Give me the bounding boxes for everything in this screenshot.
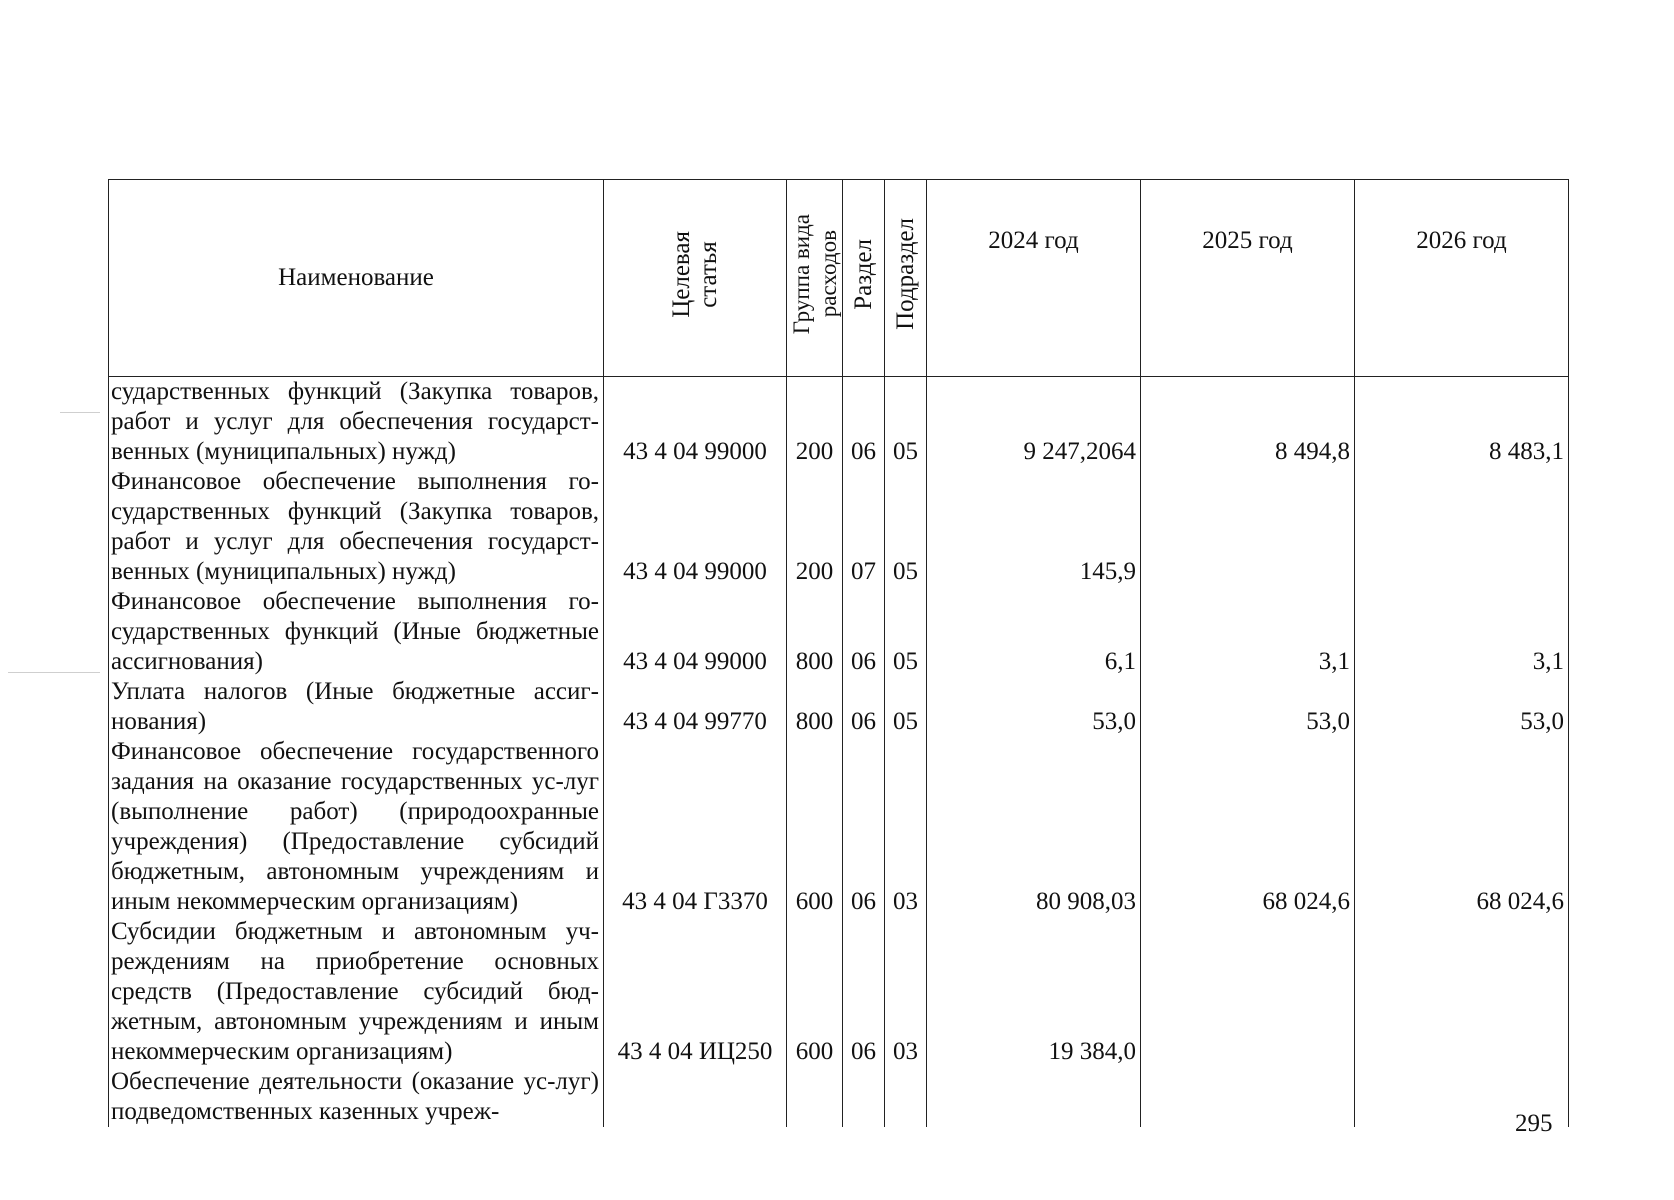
row-name: сударственных функций (Закупка товаров, работ и услуг для обеспечения государст-венных (муниципальных) нужд) (109, 377, 604, 468)
row-value-2026: 8 483,1 (1355, 377, 1569, 468)
row-value-2026 (1355, 467, 1569, 587)
table-row (109, 1067, 1569, 1127)
row-expense-group (787, 1067, 843, 1127)
header-year-2024: 2024 год (927, 180, 1141, 377)
header-target-article: Целевая статья (604, 180, 787, 377)
table-row (109, 737, 1569, 917)
row-value-2025 (1141, 917, 1355, 1067)
row-name: Финансовое обеспечение выполнения го-сударственных функций (Иные бюджетные ассигнования) (109, 587, 604, 677)
row-target-article: 43 4 04 Г3370 (604, 737, 787, 917)
row-target-article (604, 1067, 787, 1127)
row-value-2024: 80 908,03 (927, 737, 1141, 917)
row-subsection: 03 (885, 737, 927, 917)
row-name: Финансовое обеспечение государственного задания на оказание государственных ус-луг (выполнение работ) (природоохранные учреждения) (Предоставление субсидий бюджетным, автономным учреждениям и иным некоммерческим организациям) (109, 737, 604, 917)
row-value-2024: 53,0 (927, 677, 1141, 737)
row-subsection: 05 (885, 677, 927, 737)
row-value-2025 (1141, 1067, 1355, 1127)
row-name: Субсидии бюджетным и автономным уч-реждениям на приобретение основных средств (Предоставление субсидий бюд-жетным, автономным учреждениям и иным некоммерческим организациям) (109, 917, 604, 1067)
header-subsection: Подраздел (885, 180, 927, 377)
row-value-2026 (1355, 917, 1569, 1067)
row-target-article: 43 4 04 99000 (604, 377, 787, 468)
row-target-article: 43 4 04 ИЦ250 (604, 917, 787, 1067)
row-subsection: 05 (885, 587, 927, 677)
table-row (109, 677, 1569, 737)
header-name: Наименование (109, 180, 604, 377)
header-section: Раздел (843, 180, 885, 377)
page-number: 295 (1515, 1110, 1553, 1137)
row-section: 07 (843, 467, 885, 587)
row-section: 06 (843, 587, 885, 677)
row-value-2025: 3,1 (1141, 587, 1355, 677)
row-name: Финансовое обеспечение выполнения го-сударственных функций (Закупка товаров, работ и услуг для обеспечения государст-венных (муниципальных) нужд) (109, 467, 604, 587)
row-subsection: 05 (885, 377, 927, 468)
row-expense-group: 200 (787, 467, 843, 587)
scan-artifact-line (8, 672, 100, 673)
row-section: 06 (843, 377, 885, 468)
row-value-2026: 68 024,6 (1355, 737, 1569, 917)
row-expense-group: 800 (787, 587, 843, 677)
row-target-article: 43 4 04 99000 (604, 467, 787, 587)
row-value-2025 (1141, 467, 1355, 587)
row-expense-group: 600 (787, 917, 843, 1067)
row-expense-group: 200 (787, 377, 843, 468)
row-name: Уплата налогов (Иные бюджетные ассиг-нования) (109, 677, 604, 737)
row-target-article: 43 4 04 99770 (604, 677, 787, 737)
scan-artifact-line (60, 412, 100, 413)
row-target-article: 43 4 04 99000 (604, 587, 787, 677)
header-year-2025: 2025 год (1141, 180, 1355, 377)
budget-table (108, 179, 1569, 1127)
row-subsection (885, 1067, 927, 1127)
table-row (109, 917, 1569, 1067)
row-value-2024: 19 384,0 (927, 917, 1141, 1067)
row-value-2025: 53,0 (1141, 677, 1355, 737)
row-section: 06 (843, 677, 885, 737)
row-value-2026: 53,0 (1355, 677, 1569, 737)
row-value-2024: 9 247,2064 (927, 377, 1141, 468)
row-expense-group: 800 (787, 677, 843, 737)
table-row (109, 377, 1569, 468)
row-name: Обеспечение деятельности (оказание ус-луг) подведомственных казенных учреж- (109, 1067, 604, 1127)
row-value-2024: 145,9 (927, 467, 1141, 587)
table-row (109, 467, 1569, 587)
row-section (843, 1067, 885, 1127)
header-expense-group: Группа вида расходов (787, 180, 843, 377)
table-header-row (109, 180, 1569, 377)
row-value-2025: 8 494,8 (1141, 377, 1355, 468)
row-value-2025: 68 024,6 (1141, 737, 1355, 917)
row-section: 06 (843, 917, 885, 1067)
row-subsection: 05 (885, 467, 927, 587)
row-value-2024 (927, 1067, 1141, 1127)
table-row (109, 587, 1569, 677)
row-value-2026: 3,1 (1355, 587, 1569, 677)
header-year-2026: 2026 год (1355, 180, 1569, 377)
row-value-2024: 6,1 (927, 587, 1141, 677)
row-section: 06 (843, 737, 885, 917)
row-subsection: 03 (885, 917, 927, 1067)
row-expense-group: 600 (787, 737, 843, 917)
